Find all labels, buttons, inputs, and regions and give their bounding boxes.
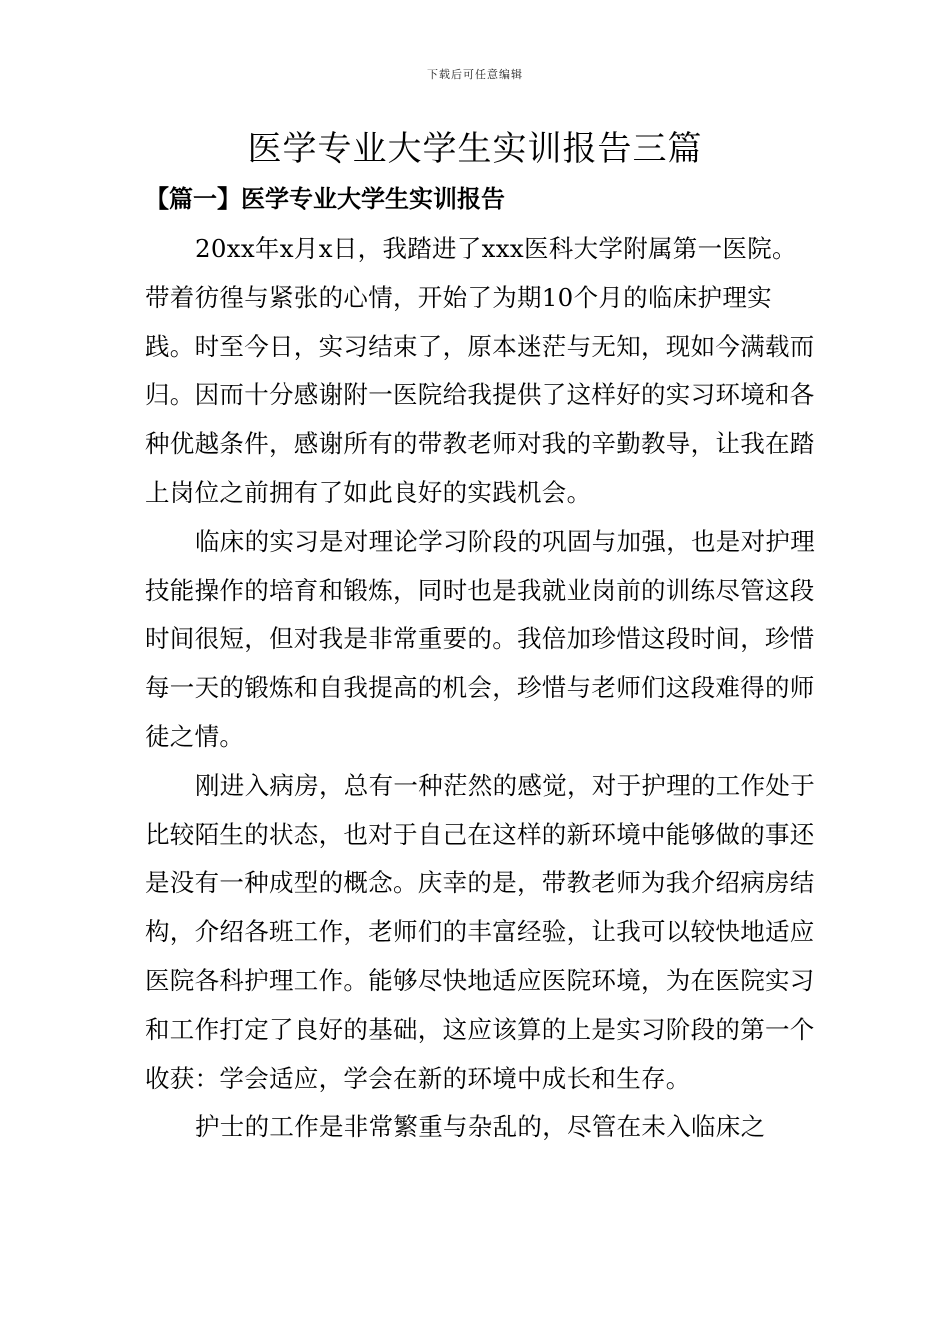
paragraph-1: 20xx年x月x日，我踏进了xxx医科大学附属第一医院。带着彷徨与紧张的心情，开始了为期10个月的临床护理实践。时至今日，实习结束了，原本迷茫与无知，现如今满载而归。因而十分感谢附一医院给我提供了这样好的实习环境和各种优越条件，感谢所有的带教老师对我的辛勤教导，让我在踏上岗位之前拥有了如此良好的实践机会。 xyxy=(145,234,815,507)
paragraph-2: 临床的实习是对理论学习阶段的巩固与加强，也是对护理技能操作的培育和锻炼，同时也是我就业岗前的训练尽管这段时间很短，但对我是非常重要的。我倍加珍惜这段时间，珍惜每一天的锻炼和自我提高的机会，珍惜与老师们这段难得的师徒之情。 xyxy=(145,526,815,751)
header-note: 下载后可任意编辑 xyxy=(427,68,523,81)
document-title: 医学专业大学生实训报告三篇 xyxy=(247,129,703,169)
paragraph-3: 刚进入病房，总有一种茫然的感觉，对于护理的工作处于比较陌生的状态，也对于自己在这样的新环境中能够做的事还是没有一种成型的概念。庆幸的是，带教老师为我介绍病房结构，介绍各班工作，老师们的丰富经验，让我可以较快地适应医院各科护理工作。能够尽快地适应医院环境，为在医院实习和工作打定了良好的基础，这应该算的上是实习阶段的第一个收获：学会适应，学会在新的环境中成长和生存。 xyxy=(145,770,815,1093)
body-text xyxy=(145,225,815,1152)
paragraph-4: 护士的工作是非常繁重与杂乱的，尽管在未入临床之 xyxy=(195,1112,766,1142)
section-heading: 【篇一】医学专业大学生实训报告 xyxy=(145,184,505,213)
